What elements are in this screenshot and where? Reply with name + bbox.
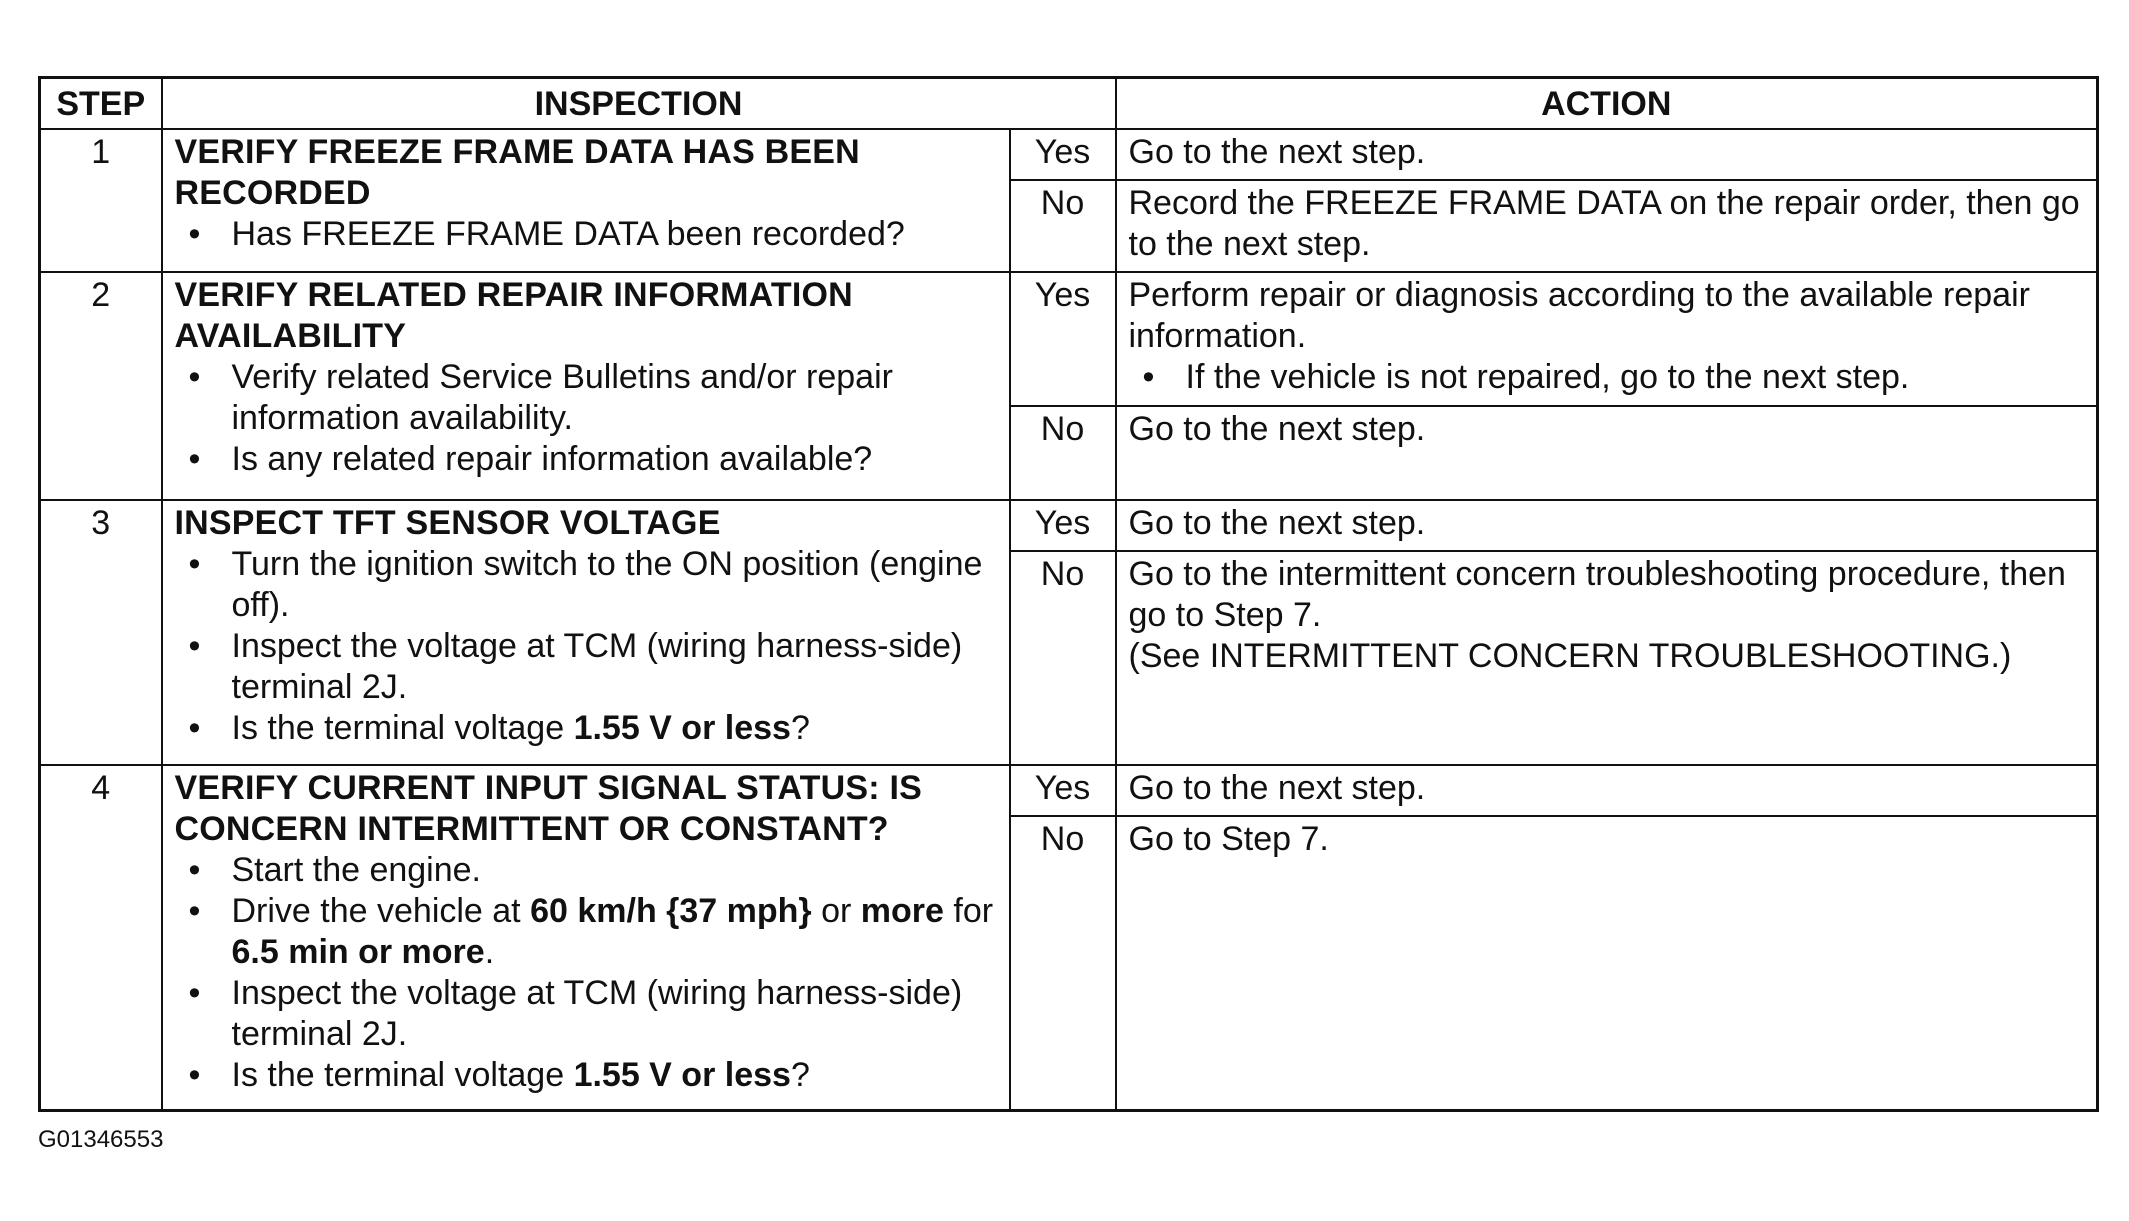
header-row bbox=[40, 78, 2098, 130]
yes-action: Perform repair or diagnosis according to the available repair information. bbox=[1128, 276, 2030, 355]
yes-action: Go to the next step. bbox=[1116, 765, 2098, 816]
inspection-bullet: • Has FREEZE FRAME DATA been recorded? bbox=[175, 214, 997, 255]
inspection-title: INSPECT TFT SENSOR VOLTAGE bbox=[174, 504, 721, 542]
no-label: No bbox=[1010, 551, 1116, 765]
inspection-title: VERIFY FREEZE FRAME DATA HAS BEEN RECORDED bbox=[174, 133, 860, 212]
diagnostic-table bbox=[38, 76, 2099, 1112]
inspection-bullet: • Inspect the voltage at TCM (wiring harness-side) terminal 2J. bbox=[175, 626, 997, 708]
yes-action: Go to the next step. bbox=[1116, 500, 2098, 551]
inspection-bullet: • Verify related Service Bulletins and/or repair information availability. bbox=[175, 357, 997, 439]
no-label: No bbox=[1010, 180, 1116, 272]
inspection-bullet: • Inspect the voltage at TCM (wiring harness-side) terminal 2J. bbox=[175, 973, 997, 1055]
bullet-bold-text: 1.55 V or less bbox=[573, 709, 791, 747]
no-label: No bbox=[1010, 406, 1116, 500]
inspection-title: VERIFY CURRENT INPUT SIGNAL STATUS: IS CONCERN INTERMITTENT OR CONSTANT? bbox=[174, 769, 922, 848]
bullet-text: ? bbox=[790, 1056, 810, 1094]
inspection-cell bbox=[162, 129, 1010, 272]
inspection-cell bbox=[162, 272, 1010, 500]
no-action: Go to the intermittent concern troubleshooting procedure, then go to Step 7. bbox=[1128, 555, 2066, 634]
bullet-text: ? bbox=[790, 709, 810, 747]
yes-label: Yes bbox=[1010, 765, 1116, 816]
no-action: Go to the next step. bbox=[1116, 406, 2098, 500]
inspection-bullet: • Turn the ignition switch to the ON position (engine off). bbox=[175, 544, 997, 626]
header-action: ACTION bbox=[1116, 78, 2098, 130]
no-action-reference: (See INTERMITTENT CONCERN TROUBLESHOOTING.) bbox=[1128, 637, 2012, 675]
yes-action-cell bbox=[1116, 272, 2098, 406]
header-step: STEP bbox=[40, 78, 162, 130]
step-number: 2 bbox=[40, 272, 162, 500]
bullet-text: or bbox=[811, 892, 861, 930]
step-number: 3 bbox=[40, 500, 162, 765]
inspection-bullet bbox=[175, 891, 997, 973]
bullet-bold-text: 60 km/h {37 mph} bbox=[530, 892, 812, 930]
bullet-text: Drive the vehicle at bbox=[231, 892, 531, 930]
yes-label: Yes bbox=[1010, 272, 1116, 406]
inspection-bullet: • Is any related repair information available? bbox=[175, 439, 997, 480]
bullet-bold-text: 1.55 V or less bbox=[573, 1056, 791, 1094]
inspection-bullets bbox=[175, 544, 997, 749]
bullet-text: . bbox=[484, 933, 495, 971]
step-2-yes-row bbox=[40, 272, 2098, 406]
inspection-title: VERIFY RELATED REPAIR INFORMATION AVAILABILITY bbox=[174, 276, 853, 355]
step-4-yes-row bbox=[40, 765, 2098, 816]
bullet-text: Is the terminal voltage bbox=[231, 709, 574, 747]
action-bullets bbox=[1129, 357, 2085, 398]
inspection-bullets bbox=[175, 850, 997, 1096]
no-action: Record the FREEZE FRAME DATA on the repair order, then go to the next step. bbox=[1116, 180, 2098, 272]
bullet-bold-text: more bbox=[860, 892, 944, 930]
bullet-text: Is the terminal voltage bbox=[231, 1056, 574, 1094]
yes-action: Go to the next step. bbox=[1116, 129, 2098, 180]
inspection-bullet bbox=[175, 1055, 997, 1096]
step-3-yes-row bbox=[40, 500, 2098, 551]
no-label: No bbox=[1010, 816, 1116, 1111]
inspection-bullet: • Start the engine. bbox=[175, 850, 997, 891]
bullet-bold-text: 6.5 min or more bbox=[231, 933, 485, 971]
yes-label: Yes bbox=[1010, 129, 1116, 180]
step-number: 1 bbox=[40, 129, 162, 272]
inspection-bullet bbox=[175, 708, 997, 749]
action-bullet: • If the vehicle is not repaired, go to the next step. bbox=[1129, 357, 2085, 398]
inspection-bullets bbox=[175, 357, 997, 480]
inspection-cell bbox=[162, 500, 1010, 765]
no-action-cell bbox=[1116, 551, 2098, 765]
no-action: Go to Step 7. bbox=[1116, 816, 2098, 1111]
step-number: 4 bbox=[40, 765, 162, 1111]
yes-label: Yes bbox=[1010, 500, 1116, 551]
step-1-yes-row bbox=[40, 129, 2098, 180]
inspection-bullets bbox=[175, 214, 997, 255]
figure-id: G01346553 bbox=[38, 1126, 164, 1153]
inspection-cell bbox=[162, 765, 1010, 1111]
bullet-text: for bbox=[943, 892, 994, 930]
header-inspection: INSPECTION bbox=[162, 78, 1116, 130]
